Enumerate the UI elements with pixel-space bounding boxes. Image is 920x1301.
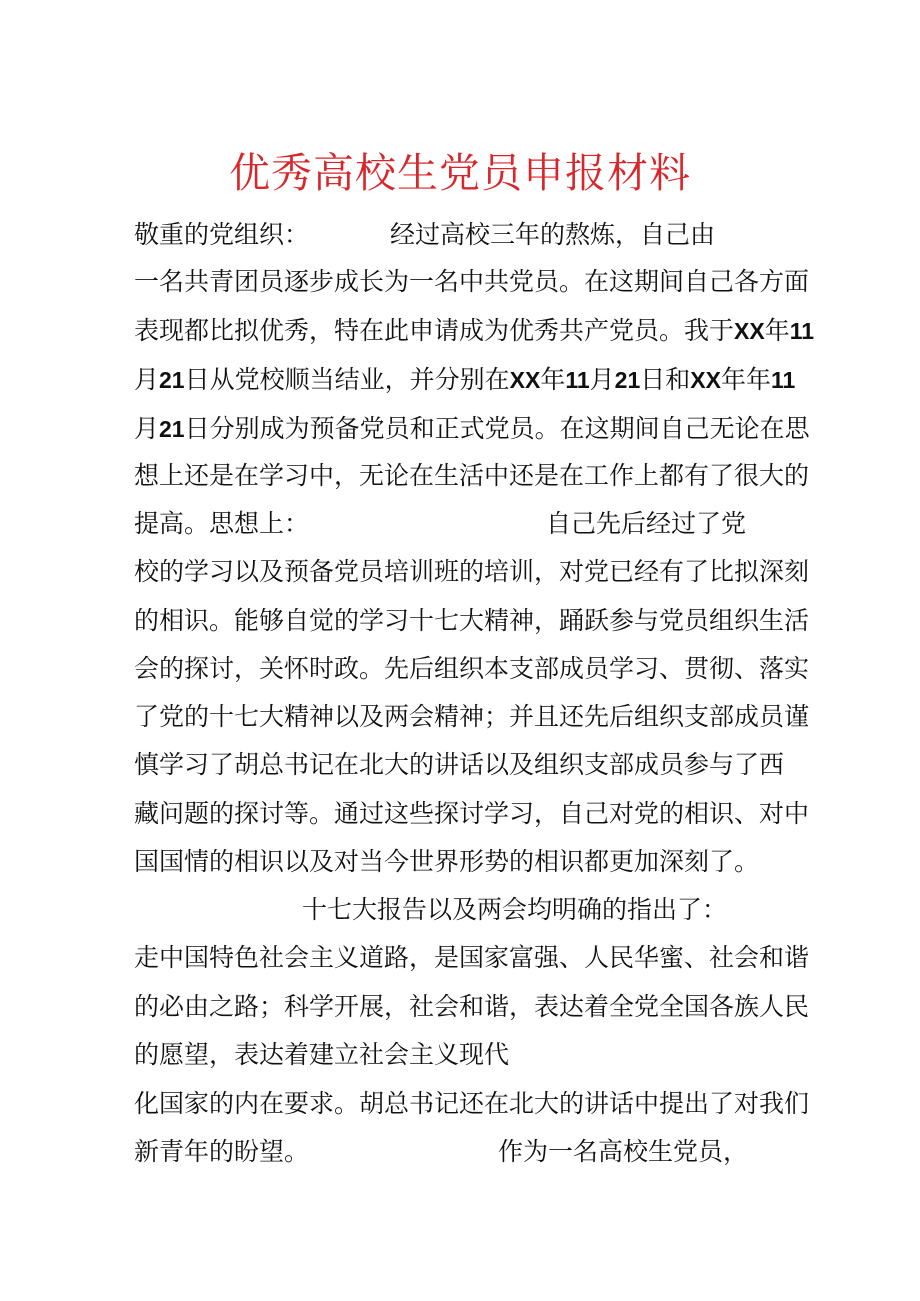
text-segment: 年年 bbox=[720, 365, 771, 394]
paragraph-line-8: 校的学习以及预备党员培训班的培训，对党已经有了比拟深刻 bbox=[134, 557, 810, 586]
paragraph-line-3 bbox=[134, 314, 815, 348]
paragraph-line-5 bbox=[134, 412, 810, 446]
text-segment: 提高。思想上： bbox=[134, 509, 310, 538]
paragraph-line-6: 想上还是在学习中，无论在生活中还是在工作上都有了很大的 bbox=[134, 461, 810, 490]
text-segment: 月 bbox=[134, 414, 160, 443]
text-segment: 年 bbox=[540, 365, 566, 394]
text-segment: 作为一名高校生党员， bbox=[498, 1137, 749, 1166]
text-segment: 自己先后经过了党 bbox=[546, 509, 747, 538]
paragraph-line-11: 了党的十七大精神以及两会精神；并且还先后组织支部成员谨 bbox=[134, 702, 810, 731]
day-number: 21 bbox=[159, 416, 185, 442]
text-segment: 月 bbox=[134, 365, 160, 394]
month-number: 11 bbox=[770, 367, 796, 393]
text-segment: 日分别成为预备党员和正式党员。在这期间自己无论在思 bbox=[184, 414, 810, 443]
paragraph-line-16: 走中国特色社会主义道路，是国家富强、人民华蜜、社会和谐 bbox=[134, 943, 810, 972]
paragraph-line-13: 藏问题的探讨等。通过这些探讨学习，自己对党的相识、对中 bbox=[134, 799, 810, 828]
salutation: 敬重的党组织： bbox=[134, 220, 310, 249]
paragraph-line-14: 国国情的相识以及对当今世界形势的相识都更加深刻了。 bbox=[134, 847, 760, 876]
day-number: 21 bbox=[159, 367, 185, 393]
paragraph-line-20 bbox=[134, 1135, 794, 1169]
text-segment: 日和 bbox=[640, 365, 691, 394]
paragraph-line-19: 化国家的内在要求。胡总书记还在北大的讲话中提出了对我们 bbox=[134, 1089, 810, 1118]
text-segment: 年 bbox=[764, 316, 790, 345]
paragraph-line-9: 的相识。能够自觉的学习十七大精神，踊跃参与党员组织生活 bbox=[134, 606, 810, 635]
month-number: 11 bbox=[565, 367, 590, 393]
year-placeholder: XX bbox=[690, 367, 721, 393]
paragraph-line-2: 一名共青团员逐步成长为一名中共党员。在这期间自己各方面 bbox=[134, 267, 810, 296]
month-number: 11 bbox=[789, 318, 815, 344]
text-segment: 月 bbox=[589, 365, 615, 394]
text-segment: 经过高校三年的熬炼，自己由 bbox=[390, 220, 716, 249]
paragraph-line-10: 会的探讨，关怀时政。先后组织本支部成员学习、贯彻、落实 bbox=[134, 654, 810, 683]
paragraph-line-18: 的愿望，表达着建立社会主义现代 bbox=[134, 1040, 510, 1069]
year-placeholder: XX bbox=[734, 318, 765, 344]
text-segment: 表现都比拟优秀，特在此申请成为优秀共产党员。我于 bbox=[134, 316, 735, 345]
paragraph-line-12: 慎学习了胡总书记在北大的讲话以及组织支部成员参与了西 bbox=[134, 750, 785, 779]
document-title: 优秀高校生党员申报材料 bbox=[229, 149, 691, 197]
paragraph-line-7 bbox=[134, 507, 794, 541]
text-segment: 新青年的盼望。 bbox=[134, 1137, 310, 1166]
text-segment: 日从党校顺当结业，并分别在 bbox=[184, 365, 510, 394]
paragraph-line-15: 十七大报告以及两会均明确的指出了： bbox=[302, 895, 728, 924]
paragraph-line-4 bbox=[134, 363, 794, 397]
paragraph-line-1 bbox=[134, 218, 794, 252]
year-placeholder: XX bbox=[509, 367, 541, 393]
day-number: 21 bbox=[614, 367, 641, 393]
paragraph-line-17: 的必由之路；科学开展，社会和谐，表达着全党全国各族人民 bbox=[134, 992, 810, 1021]
